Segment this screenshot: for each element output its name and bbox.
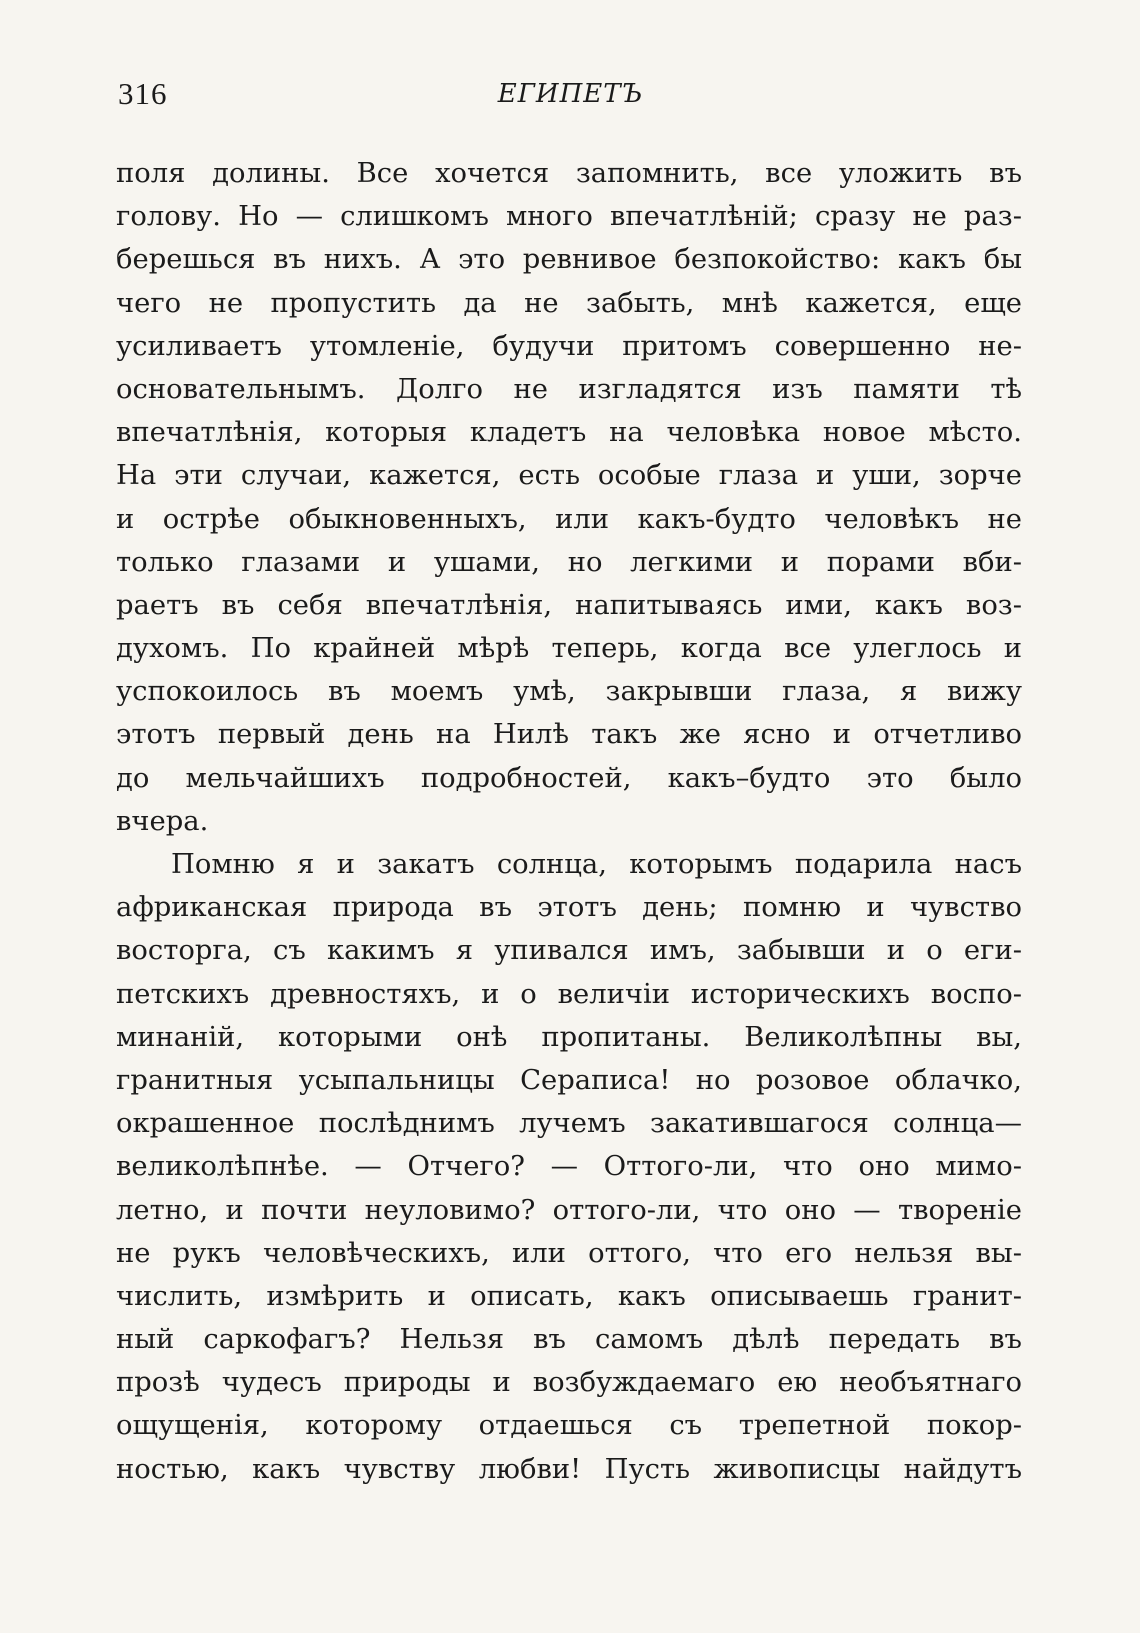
text-line: до мельчайшихъ подробностей, какъ–будто это было [116,762,1022,794]
running-head [118,74,1023,114]
text-line: числить, измѣрить и описать, какъ описываешь гранит- [116,1280,1022,1312]
text-line: усиливаетъ утомленіе, будучи притомъ совершенно не- [116,330,1022,362]
text-line: вчера. [116,805,209,837]
text-line: окрашенное послѣднимъ лучемъ закатившагося солнца— [116,1108,1022,1140]
text-line: прозѣ чудесъ природы и возбуждаемаго ею необъятнаго [116,1367,1022,1399]
body-text [116,152,1022,1491]
text-line: великолѣпнѣе. — Отчего? — Оттого-ли, что оно мимо- [116,1151,1022,1183]
text-line: и острѣе обыкновенныхъ, или какъ-будто человѣкъ не [116,503,1022,535]
text-line: только глазами и ушами, но легкими и порами вби- [116,546,1022,578]
running-title: ЕГИПЕТЪ [497,79,644,109]
text-line: восторга, съ какимъ я упивался имъ, забывши и о еги- [116,935,1022,967]
text-line: ный саркофагъ? Нельзя въ самомъ дѣлѣ передать въ [116,1324,1022,1356]
text-line: раетъ въ себя впечатлѣнія, напитываясь ими, какъ воз- [116,589,1022,621]
text-line: Помню я и закатъ солнца, которымъ подарила насъ [171,849,1022,880]
paragraph [116,152,1022,843]
text-line: На эти случаи, кажется, есть особые глаза и уши, зорче [116,460,1022,492]
paragraph [116,843,1022,1491]
text-line: ощущенія, которому отдаешься съ трепетной покор- [116,1410,1022,1442]
text-line: ностью, какъ чувству любви! Пусть живописцы найдутъ [116,1453,1022,1485]
text-line: летно, и почти неуловимо? оттого-ли, что оно — твореніе [116,1194,1022,1226]
text-line: духомъ. По крайней мѣрѣ теперь, когда все улеглось и [116,633,1022,665]
text-line: берешься въ нихъ. А это ревнивое безпокойство: какъ бы [116,244,1022,276]
text-line: поля долины. Все хочется запомнить, все уложить въ [116,158,1022,189]
text-line: впечатлѣнія, которыя кладетъ на человѣка новое мѣсто. [116,417,1022,449]
text-line: этотъ первый день на Нилѣ такъ же ясно и отчетливо [116,719,1022,751]
text-line: основательнымъ. Долго не изгладятся изъ памяти тѣ [116,373,1022,405]
text-line: минаній, которыми онѣ пропитаны. Великолѣпны вы, [116,1021,1022,1053]
text-line: голову. Но — слишкомъ много впечатлѣній; сразу не раз- [116,201,1022,233]
text-line: африканская природа въ этотъ день; помню и чувство [116,892,1022,924]
page-number: 316 [118,76,168,111]
text-line: успокоилось въ моемъ умѣ, закрывши глаза, я вижу [116,676,1022,708]
text-line: чего не пропустить да не забыть, мнѣ кажется, еще [116,287,1022,319]
text-line: гранитныя усыпальницы Сераписа! но розовое облачко, [116,1064,1022,1096]
text-line: петскихъ древностяхъ, и о величіи историческихъ воспо- [116,978,1022,1010]
text-line: не рукъ человѣческихъ, или оттого, что его нельзя вы- [116,1237,1022,1269]
